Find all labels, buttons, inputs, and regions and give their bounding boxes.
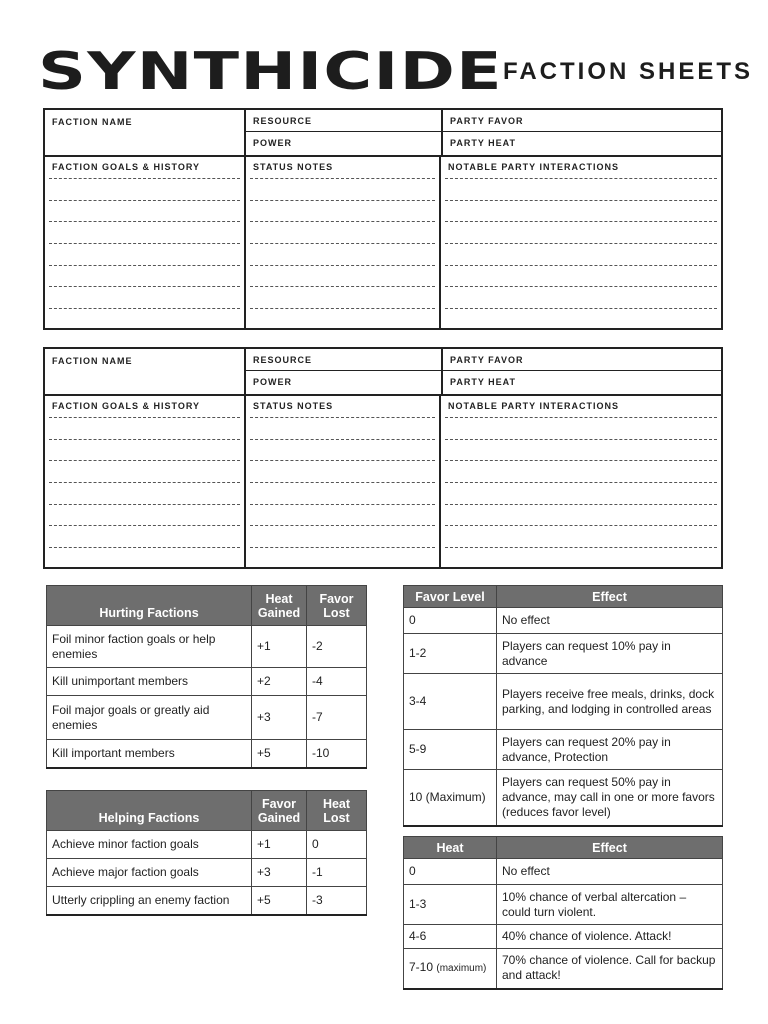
- status-lines[interactable]: [246, 416, 441, 569]
- table-cell: Achieve major faction goals: [47, 859, 252, 887]
- faction-name-label: FACTION NAME: [45, 349, 246, 394]
- heat-range: 7-10: [409, 960, 434, 975]
- table-cell: +1: [252, 831, 307, 859]
- table-cell: 5-9: [404, 730, 497, 770]
- table-cell: No effect: [497, 859, 723, 885]
- table-cell: 10 (Maximum): [404, 770, 497, 826]
- resource-label: RESOURCE: [246, 349, 441, 371]
- table-row: [404, 634, 723, 674]
- party-favor-label: PARTY FAVOR: [443, 349, 721, 371]
- goals-lines[interactable]: [45, 416, 246, 569]
- table-cell: 70% chance of violence. Call for backup and attack!: [497, 949, 723, 989]
- table-cell: Utterly crippling an enemy faction: [47, 887, 252, 915]
- resource-label: RESOURCE: [246, 110, 441, 132]
- table-cell: -10: [307, 740, 367, 768]
- table-row: [404, 608, 723, 634]
- status-lines[interactable]: [246, 177, 441, 330]
- table-cell: +3: [252, 696, 307, 740]
- favor-level-table: [403, 585, 723, 827]
- table-cell: Achieve minor faction goals: [47, 831, 252, 859]
- table-cell: 1-3: [404, 885, 497, 925]
- table-cell: Foil minor faction goals or help enemies: [47, 626, 252, 668]
- table-row: [404, 925, 723, 949]
- party-heat-label: PARTY HEAT: [450, 138, 517, 148]
- status-label: STATUS NOTES: [246, 396, 441, 416]
- table-header: Favor Lost: [307, 586, 367, 626]
- table-header: Helping Factions: [47, 791, 252, 831]
- table-cell: +5: [252, 740, 307, 768]
- synthicide-logo: SYNTHICIDE: [38, 42, 503, 102]
- power-label: POWER: [253, 377, 293, 387]
- table-cell: 0: [404, 859, 497, 885]
- table-header: Heat Gained: [252, 586, 307, 626]
- faction-sheet-2: [43, 347, 723, 569]
- table-cell: [404, 949, 497, 989]
- table-cell: +1: [252, 626, 307, 668]
- table-cell: -2: [307, 626, 367, 668]
- table-row: [404, 770, 723, 826]
- table-cell: -1: [307, 859, 367, 887]
- table-row: [404, 730, 723, 770]
- table-cell: Players receive free meals, drinks, dock parking, and lodging in controlled areas: [497, 674, 723, 730]
- table-header: Hurting Factions: [47, 586, 252, 626]
- table-cell: 0: [404, 608, 497, 634]
- table-row: [47, 740, 367, 768]
- table-cell: Kill unimportant members: [47, 668, 252, 696]
- table-cell: 40% chance of violence. Attack!: [497, 925, 723, 949]
- table-row: [47, 887, 367, 915]
- goals-lines[interactable]: [45, 177, 246, 330]
- table-cell: Foil major goals or greatly aid enemies: [47, 696, 252, 740]
- helping-factions-table: [46, 790, 367, 916]
- table-cell: Players can request 10% pay in advance: [497, 634, 723, 674]
- table-row: [47, 696, 367, 740]
- writing-lines: [45, 416, 721, 569]
- table-row: [47, 859, 367, 887]
- hurting-factions-table: [46, 585, 367, 769]
- table-cell: 4-6: [404, 925, 497, 949]
- party-heat-label: PARTY HEAT: [450, 377, 517, 387]
- table-cell: Kill important members: [47, 740, 252, 768]
- table-row: [404, 674, 723, 730]
- table-row: [404, 949, 723, 989]
- writing-lines: [45, 177, 721, 330]
- table-cell: -4: [307, 668, 367, 696]
- table-cell: Players can request 20% pay in advance, Protection: [497, 730, 723, 770]
- table-cell: 1-2: [404, 634, 497, 674]
- interactions-lines[interactable]: [441, 416, 721, 569]
- table-cell: -7: [307, 696, 367, 740]
- table-cell: -3: [307, 887, 367, 915]
- table-cell: +5: [252, 887, 307, 915]
- faction-sheet-1: [43, 108, 723, 330]
- table-cell: 0: [307, 831, 367, 859]
- interactions-lines[interactable]: [441, 177, 721, 330]
- table-row: [47, 831, 367, 859]
- table-cell: 10% chance of verbal altercation – could turn violent.: [497, 885, 723, 925]
- faction-name-label: FACTION NAME: [45, 110, 246, 155]
- page-title: FACTION SHEETS: [503, 58, 754, 85]
- table-header: Effect: [497, 586, 723, 608]
- table-header: Favor Gained: [252, 791, 307, 831]
- table-row: [47, 626, 367, 668]
- status-label: STATUS NOTES: [246, 157, 441, 177]
- interactions-label: NOTABLE PARTY INTERACTIONS: [448, 162, 620, 172]
- goals-label: FACTION GOALS & HISTORY: [45, 157, 246, 177]
- goals-label: FACTION GOALS & HISTORY: [45, 396, 246, 416]
- table-header: Heat: [404, 837, 497, 859]
- heat-max-note: (maximum): [436, 963, 487, 975]
- table-header: Effect: [497, 837, 723, 859]
- table-row: [404, 885, 723, 925]
- heat-table: [403, 836, 723, 990]
- table-header: Favor Level: [404, 586, 497, 608]
- interactions-label: NOTABLE PARTY INTERACTIONS: [448, 401, 620, 411]
- table-cell: 3-4: [404, 674, 497, 730]
- table-cell: +2: [252, 668, 307, 696]
- table-cell: +3: [252, 859, 307, 887]
- table-cell: Players can request 50% pay in advance, may call in one or more favors (reduces favor level): [497, 770, 723, 826]
- table-row: [404, 859, 723, 885]
- table-row: [47, 668, 367, 696]
- table-header: Heat Lost: [307, 791, 367, 831]
- power-label: POWER: [253, 138, 293, 148]
- table-cell: No effect: [497, 608, 723, 634]
- party-favor-label: PARTY FAVOR: [443, 110, 721, 132]
